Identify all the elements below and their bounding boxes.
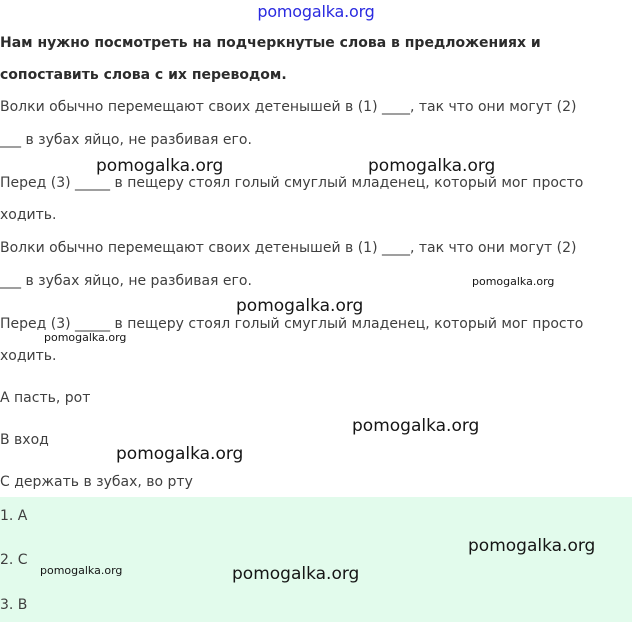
sentence-line: Волки обычно перемещают своих детенышей в (1) ____, так что они могут (2) [0,240,577,256]
option-b: B вход [0,432,49,448]
sentence-line: ___ в зубах яйцо, не разбивая его. [0,273,252,289]
task-heading-line-1: Нам нужно посмотреть на подчеркнутые слова в предложениях и [0,35,541,51]
answer-2: 2. C [0,552,28,568]
option-a: A пасть, рот [0,390,91,406]
sentence-line: Перед (3) _____ в пещеру стоял голый смуглый младенец, который мог просто [0,316,584,332]
watermark: pomogalka.org [116,444,244,464]
watermark: pomogalka.org [472,275,555,288]
task-heading-line-2: сопоставить слова с их переводом. [0,67,287,83]
answer-3: 3. B [0,597,28,613]
watermark: pomogalka.org [96,156,224,176]
watermark: pomogalka.org [44,331,127,344]
sentence-line: Волки обычно перемещают своих детенышей в (1) ____, так что они могут (2) [0,99,577,115]
watermark: pomogalka.org [352,416,480,436]
watermark: pomogalka.org [468,536,596,556]
sentence-line: Перед (3) _____ в пещеру стоял голый смуглый младенец, который мог просто [0,175,584,191]
answers-panel [0,497,632,622]
sentence-line: ___ в зубах яйцо, не разбивая его. [0,132,252,148]
sentence-line: ходить. [0,348,57,364]
answer-1: 1. A [0,508,28,524]
option-c: C держать в зубах, во рту [0,474,193,490]
header-watermark: pomogalka.org [257,2,375,21]
watermark: pomogalka.org [232,564,360,584]
watermark: pomogalka.org [40,564,123,577]
watermark: pomogalka.org [368,156,496,176]
watermark: pomogalka.org [236,296,364,316]
sentence-line: ходить. [0,207,57,223]
